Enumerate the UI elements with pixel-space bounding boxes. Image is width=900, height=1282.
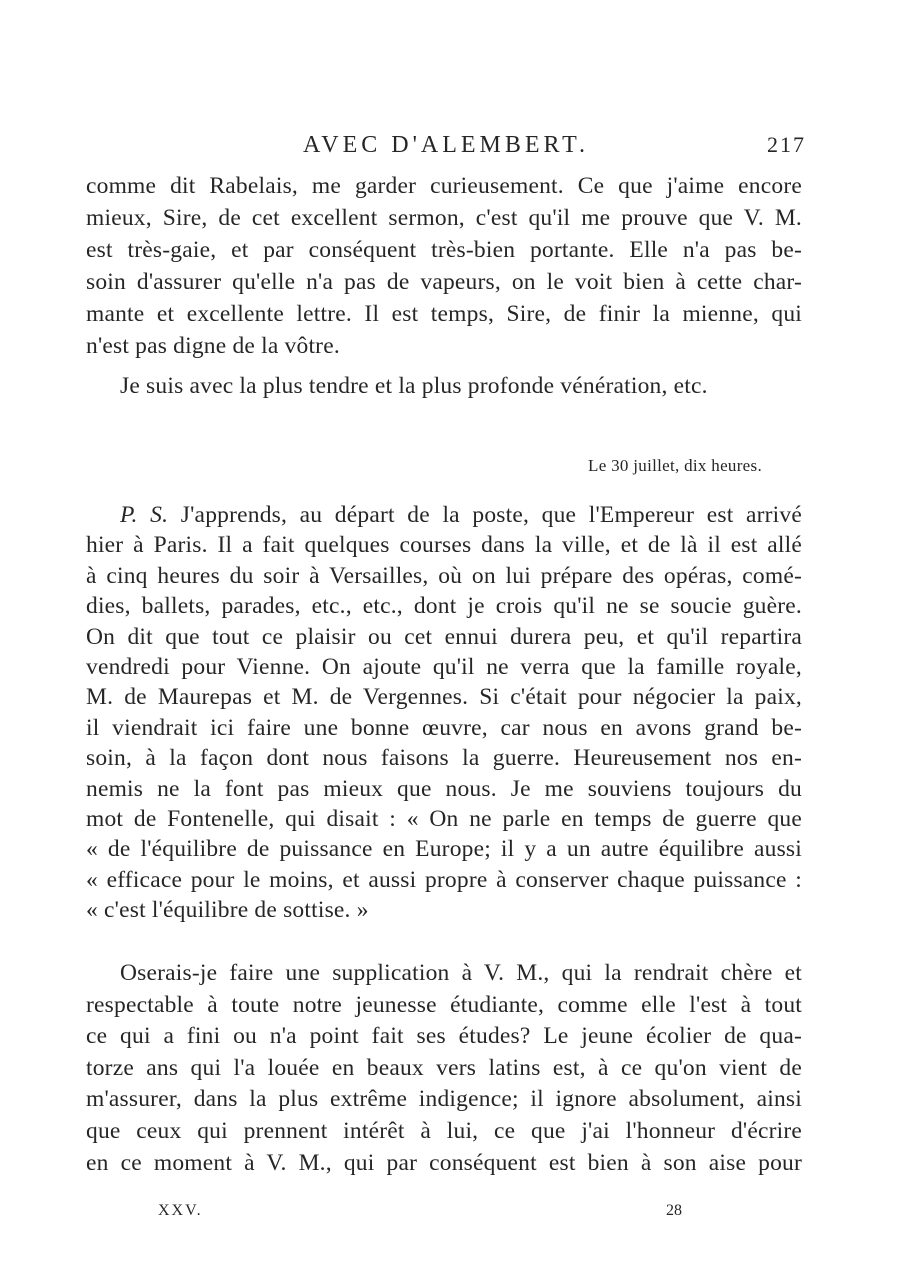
text-line: comme dit Rabelais, me garder curieusement. Ce que j'aime encore [86,173,802,199]
text-line: Oserais-je faire une supplication à V. M., qui la rendrait chère et [120,960,802,986]
running-head [86,128,806,164]
supplication-paragraph [86,958,802,1179]
text-line: il viendrait ici faire une bonne œuvre, car nous en avons grand be- [86,714,802,741]
text-line: mot de Fontenelle, qui disait : « On ne parle en temps de guerre que [86,805,802,832]
text-line: en ce moment à V. M., qui par conséquent est bien à son aise pour [86,1149,802,1176]
text-line: « de l'équilibre de puissance en Europe; il y a un autre équilibre aussi [86,836,802,863]
text-line: mante et excellente lettre. Il est temps, Sire, de finir la mienne, qui [86,301,802,327]
postscript-mark: P. S. [120,502,169,528]
running-title: AVEC D'ALEMBERT. [303,132,589,158]
text-line: M. de Maurepas et M. de Vergennes. Si c'était pour négocier la paix, [86,684,802,711]
text-line: que ceux qui prennent intérêt à lui, ce que j'ai l'honneur d'écrire [86,1117,802,1144]
sheet-number: 28 [666,1202,682,1219]
text-line: dies, ballets, parades, etc., etc., dont je crois qu'il ne se soucie guère. [86,593,802,620]
text-line: mieux, Sire, de cet excellent sermon, c'est qu'il me prouve que V. M. [86,205,802,231]
text-line: soin d'assurer qu'elle n'a pas de vapeurs, on le voit bien à cette char- [86,269,802,295]
text-line: est très-gaie, et par conséquent très-bien portante. Elle n'a pas be- [86,237,802,263]
page-number: 217 [767,132,806,157]
postscript-paragraph [86,500,802,925]
text-line: respectable à toute notre jeunesse étudiante, comme elle l'est à tout [86,991,802,1018]
text-line: « c'est l'équilibre de sottise. » [86,897,369,924]
text-line: m'assurer, dans la plus extrême indigence; il ignore absolument, ainsi [86,1086,802,1113]
text-line: soin, à la façon dont nous faisons la guerre. Heureusement nos en- [86,745,802,772]
dateline: Le 30 juillet, dix heures. [588,456,762,475]
postscript-first-line-text: J'apprends, au départ de la poste, que l'Empereur est arrivé [168,502,802,528]
closing-formula [86,370,802,402]
text-line: « efficace pour le moins, et aussi propre à conserver chaque puissance : [86,866,802,893]
signature-mark: XXV. [158,1202,203,1219]
text-line: nemis ne la font pas mieux que nous. Je me souviens toujours du [86,775,802,802]
postscript-first-line [86,500,802,530]
letter-end-paragraph [86,170,802,362]
closing-line: Je suis avec la plus tendre et la plus profonde vénération, etc. [120,373,708,399]
text-line: On dit que tout ce plaisir ou cet ennui durera peu, et qu'il repartira [86,623,802,650]
page-footer [86,1196,802,1226]
text-line: n'est pas digne de la vôtre. [86,333,340,359]
text-line: à cinq heures du soir à Versailles, où on lui prépare des opéras, comé- [86,562,802,589]
text-line: vendredi pour Vienne. On ajoute qu'il ne verra que la famille royale, [86,653,802,680]
text-line: hier à Paris. Il a fait quelques courses dans la ville, et de là il est allé [86,532,802,559]
text-line: torze ans qui l'a louée en beaux vers latins est, à ce qu'on vient de [86,1054,802,1081]
text-line: ce qui a fini ou n'a point fait ses études? Le jeune écolier de qua- [86,1023,802,1050]
